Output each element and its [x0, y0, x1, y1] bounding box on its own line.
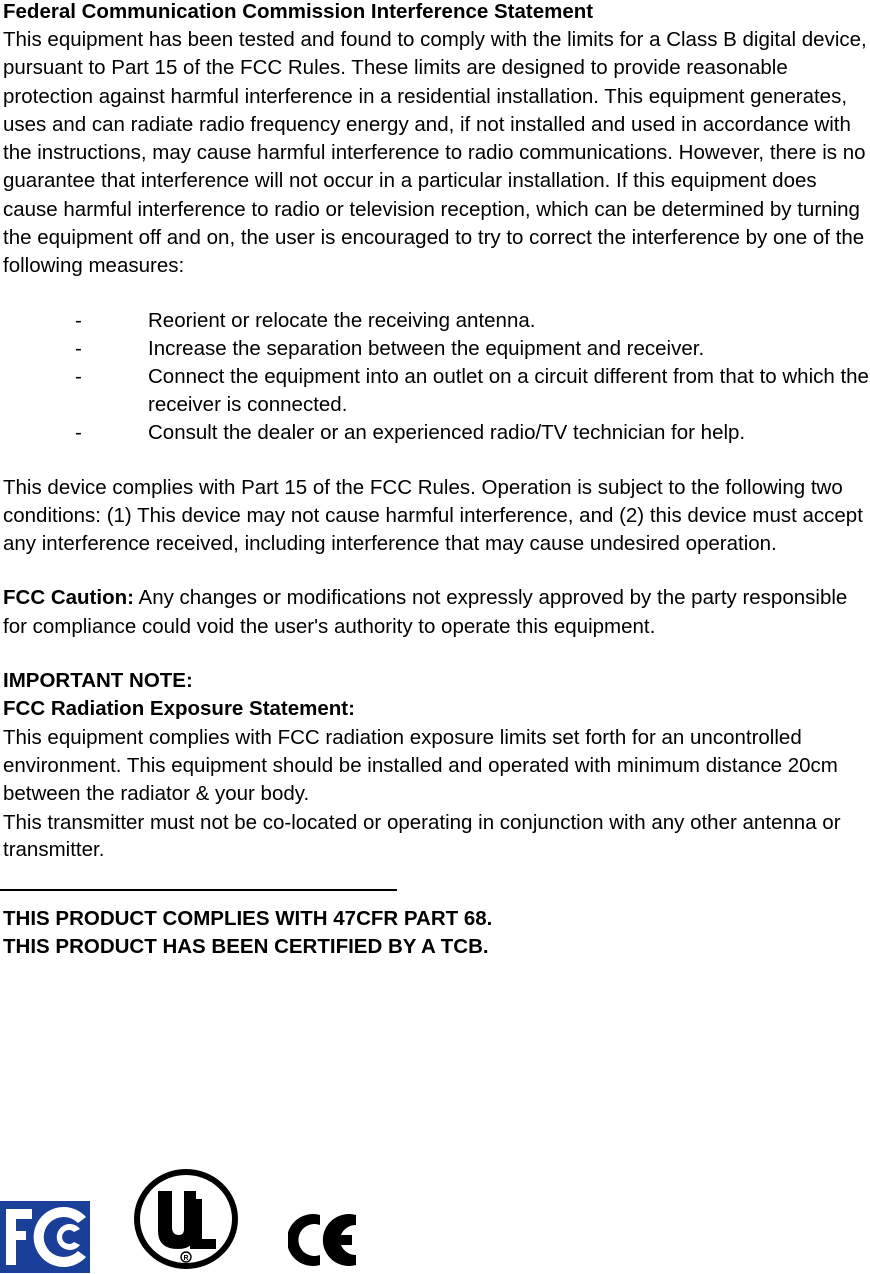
certification-logos	[0, 1165, 870, 1274]
spacer	[3, 281, 869, 307]
ce-mark-icon	[288, 1209, 358, 1271]
measure-text: Consult the dealer or an experienced radio/TV technician for help.	[148, 421, 746, 445]
list-item	[3, 419, 869, 447]
caution-label: FCC Caution:	[3, 586, 134, 610]
document	[3, 0, 869, 961]
spacer	[3, 863, 869, 889]
svg-text:R: R	[183, 1255, 189, 1262]
spacer	[3, 641, 869, 667]
spacer	[3, 891, 869, 905]
bullet-marker: -	[75, 421, 82, 445]
colocation-text: This transmitter must not be co-located or operating in conjunction with any other antenna or transmitter.	[3, 810, 841, 861]
ul-mark-icon	[134, 1169, 238, 1269]
list-item	[3, 335, 869, 363]
part15-statement: This device complies with Part 15 of the FCC Rules. Operation is subject to the following two conditions: (1) This device may not cause harmful interference, and (2) this device must accept any interference received, including interference that may cause undesired operation.	[3, 475, 863, 556]
compliance-line-1: THIS PRODUCT COMPLIES WITH 47CFR PART 68.	[3, 906, 493, 930]
bullet-marker: -	[75, 365, 82, 389]
compliance-line-2: THIS PRODUCT HAS BEEN CERTIFIED BY A TCB.	[3, 934, 489, 958]
statement-title: Federal Communication Commission Interference Statement	[3, 0, 594, 23]
radiation-text: This equipment complies with FCC radiation exposure limits set forth for an uncontrolled environment. This equipment should be installed and operated with minimum distance 20cm between the radiator & your body.	[3, 725, 838, 806]
bullet-marker: -	[75, 336, 82, 360]
fcc-caution	[3, 584, 869, 641]
caution-text: Any changes or modifications not expressly approved by the party responsible for compliance could void the user's authority to operate this equipment.	[3, 586, 848, 638]
measure-text: Connect the equipment into an outlet on a circuit different from that to which the receiver is connected.	[148, 365, 869, 417]
bullet-marker: -	[75, 308, 82, 332]
measure-text: Increase the separation between the equipment and receiver.	[148, 336, 705, 360]
statement-intro: This equipment has been tested and found to comply with the limits for a Class B digital device, pursuant to Part 15 of the FCC Rules. These limits are designed to provide reasonable protection against harmful interference in a residential installation. This equipment generates, uses and can radiate radio frequency energy and, if not installed and used in accordance with the instructions, may cause harmful interference to radio communications. However, there is no guarantee that interference will not occur in a particular installation. If this equipment does cause harmful interference to radio or television reception, which can be determined by turning the equipment off and on, the user is encouraged to try to correct the interference by one of the following measures:	[3, 28, 867, 278]
list-item	[3, 307, 869, 335]
spacer	[3, 558, 869, 584]
measure-text: Reorient or relocate the receiving antenna.	[148, 308, 536, 332]
important-note-heading: IMPORTANT NOTE:	[3, 669, 193, 693]
list-item	[3, 363, 869, 419]
fcc-logo-icon	[0, 1201, 90, 1273]
radiation-heading: FCC Radiation Exposure Statement:	[3, 697, 355, 721]
spacer	[3, 448, 869, 474]
measures-list	[3, 307, 869, 448]
